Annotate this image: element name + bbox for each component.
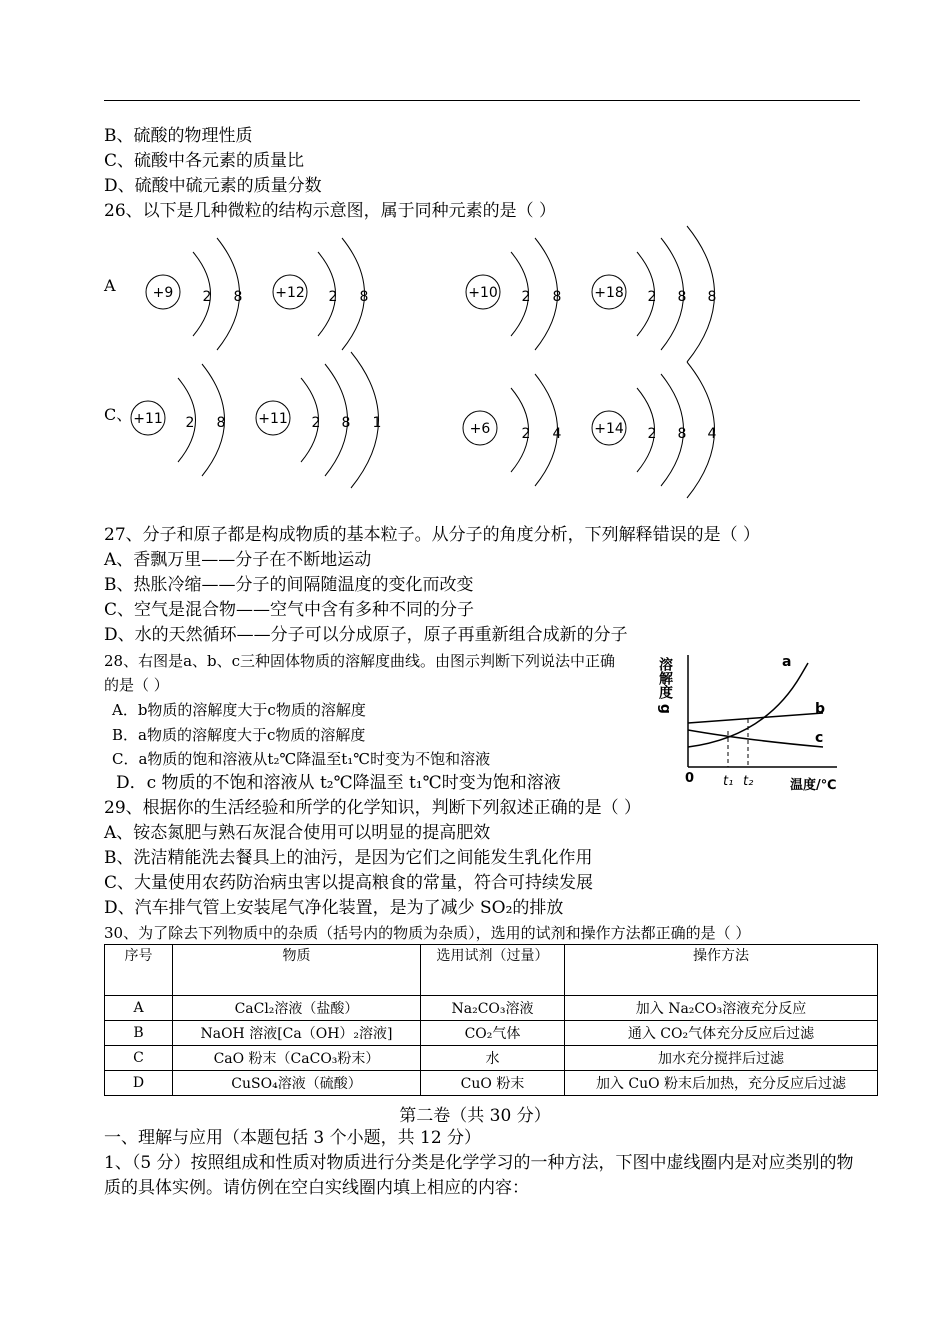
shell-electrons: 2 [647,426,657,442]
nucleus-charge: +14 [594,421,624,437]
q27-option-c: C、空气是混合物——空气中含有多种不同的分子 [104,600,475,620]
section-heading: 一、理解与应用（本题包括 3 个小题，共 12 分） [104,1128,482,1148]
atom-diagram-5 [131,364,225,476]
table-row [105,996,878,1021]
table-cell: A [105,996,173,1021]
nucleus-charge: +12 [275,285,305,301]
q29-option-c: C、大量使用农药防治病虫害以提高粮食的常量，符合可持续发展 [104,873,594,893]
nucleus-charge: +10 [468,285,498,301]
x-tick-t1: t₁ [723,774,734,789]
table-cell: 加入 Na₂CO₃溶液充分反应 [565,996,878,1021]
q27-option-b: B、热胀冷缩——分子的间隔随温度的变化而改变 [104,575,474,595]
table-row [105,1071,878,1096]
shell-electrons: 2 [647,289,657,305]
q25-option-b: B、硫酸的物理性质 [104,126,253,146]
q29-option-d: D、汽车排气管上安装尾气净化装置，是为了减少 SO₂的排放 [104,898,564,918]
shell-electrons: 2 [311,415,321,431]
q28-stem-line2: 的是（ ） [104,676,169,694]
shell-electrons: 2 [521,289,531,305]
table-header: 操作方法 [565,945,878,996]
table-cell: C [105,1046,173,1071]
table-cell: CuSO₄溶液（硫酸） [173,1071,421,1096]
nucleus-charge: +11 [133,411,163,427]
shell-electrons: 8 [341,415,351,431]
shell-electrons: 2 [202,289,212,305]
q26-label-c: C、 [104,405,133,424]
atom-diagram-4 [592,226,716,362]
part2-title: 第二卷（共 30 分） [399,1106,551,1126]
y-axis-label: 溶解度 g [657,657,673,714]
series-label-c: c [815,730,824,746]
table-cell: D [105,1071,173,1096]
x-tick-t2: t₂ [743,774,754,789]
table-header: 选用试剂（过量） [421,945,565,996]
shell-electrons: 8 [233,289,243,305]
series-line-b [688,713,823,723]
table-cell: CO₂气体 [421,1021,565,1046]
shell-electrons: 8 [359,289,369,305]
q28-option-d: D．c 物质的不饱和溶液从 t₂℃降温至 t₁℃时变为饱和溶液 [116,773,561,793]
table-cell: CaCl₂溶液（盐酸） [173,996,421,1021]
origin-label: 0 [685,771,695,786]
solubility-chart [655,645,850,800]
atom-diagram-8 [592,362,717,498]
series-label-b: b [815,701,826,717]
table-cell: CaO 粉末（CaCO₃粉末） [173,1046,421,1071]
table-header: 物质 [173,945,421,996]
q29-option-b: B、洗洁精能洗去餐具上的油污，是因为它们之间能发生乳化作用 [104,848,593,868]
series-label-a: a [782,654,792,670]
nucleus-charge: +11 [258,411,288,427]
atom-diagram-3 [466,238,561,350]
atom-diagram-1 [146,238,242,350]
q29-stem: 29、根据你的生活经验和所学的化学知识，判断下列叙述正确的是（ ） [104,798,642,818]
q26-label-a: A [104,276,116,295]
table-cell: NaOH 溶液[Ca（OH）₂溶液] [173,1021,421,1046]
q28-option-c: C．a物质的饱和溶液从t₂℃降温至t₁℃时变为不饱和溶液 [112,750,491,768]
series-line-c [688,730,823,747]
q28-option-a: A．b物质的溶解度大于c物质的溶解度 [112,701,366,719]
atom-diagram-6 [256,352,381,488]
shell-electrons: 2 [521,426,531,442]
q29-option-a: A、铵态氮肥与熟石灰混合使用可以明显的提高肥效 [104,823,491,843]
nucleus-charge: +18 [594,285,624,301]
shell-electrons: 8 [216,415,226,431]
table-cell: 通入 CO₂气体充分反应后过滤 [565,1021,878,1046]
q28-option-b: B．a物质的溶解度大于c物质的溶解度 [112,726,366,744]
atom-diagram-2 [273,238,368,350]
q30-table [104,944,878,1096]
q25-option-c: C、硫酸中各元素的质量比 [104,151,305,171]
table-cell: B [105,1021,173,1046]
shell-electrons: 8 [552,289,562,305]
shell-electrons: 8 [677,426,687,442]
table-header: 序号 [105,945,173,996]
q26-stem: 26、以下是几种微粒的结构示意图，属于同种元素的是（ ） [104,201,557,221]
q27-option-a: A、香飘万里——分子在不断地运动 [104,550,372,570]
table-cell: Na₂CO₃溶液 [421,996,565,1021]
q28-stem-line1: 28、右图是a、b、c三种固体物质的溶解度曲线。由图示判断下列说法中正确 [104,652,616,670]
table-row [105,1021,878,1046]
shell-electrons: 4 [707,426,717,442]
table-cell: 加入 CuO 粉末后加热，充分反应后过滤 [565,1071,878,1096]
nucleus-charge: +9 [152,285,174,301]
table-cell: 水 [421,1046,565,1071]
shell-electrons: 1 [372,415,382,431]
q27-option-d: D、水的天然循环——分子可以分成原子，原子再重新组合成新的分子 [104,625,628,645]
shell-electrons: 8 [707,289,717,305]
q25-option-d: D、硫酸中硫元素的质量分数 [104,176,322,196]
table-cell: CuO 粉末 [421,1071,565,1096]
q1-text: 1、（5 分）按照组成和性质对物质进行分类是化学学习的一种方法，下图中虚线圈内是对应类别的物质的具体实例。请仿例在空白实线圈内填上相应的内容： [104,1153,854,1198]
atom-diagram-7 [463,374,562,486]
q30-stem: 30、为了除去下列物质中的杂质（括号内的物质为杂质），选用的试剂和操作方法都正确的是（ ） [104,924,751,942]
table-header-row [105,945,878,996]
table-cell: 加水充分搅拌后过滤 [565,1046,878,1071]
shell-electrons: 2 [185,415,195,431]
table-row [105,1046,878,1071]
shell-electrons: 8 [677,289,687,305]
shell-electrons: 4 [552,426,562,442]
q27-stem: 27、分子和原子都是构成物质的基本粒子。从分子的角度分析，下列解释错误的是（ ） [104,525,761,545]
nucleus-charge: +6 [469,421,491,437]
x-axis-label: 温度/℃ [790,778,837,793]
shell-electrons: 2 [328,289,338,305]
atom-diagrams [0,0,950,520]
